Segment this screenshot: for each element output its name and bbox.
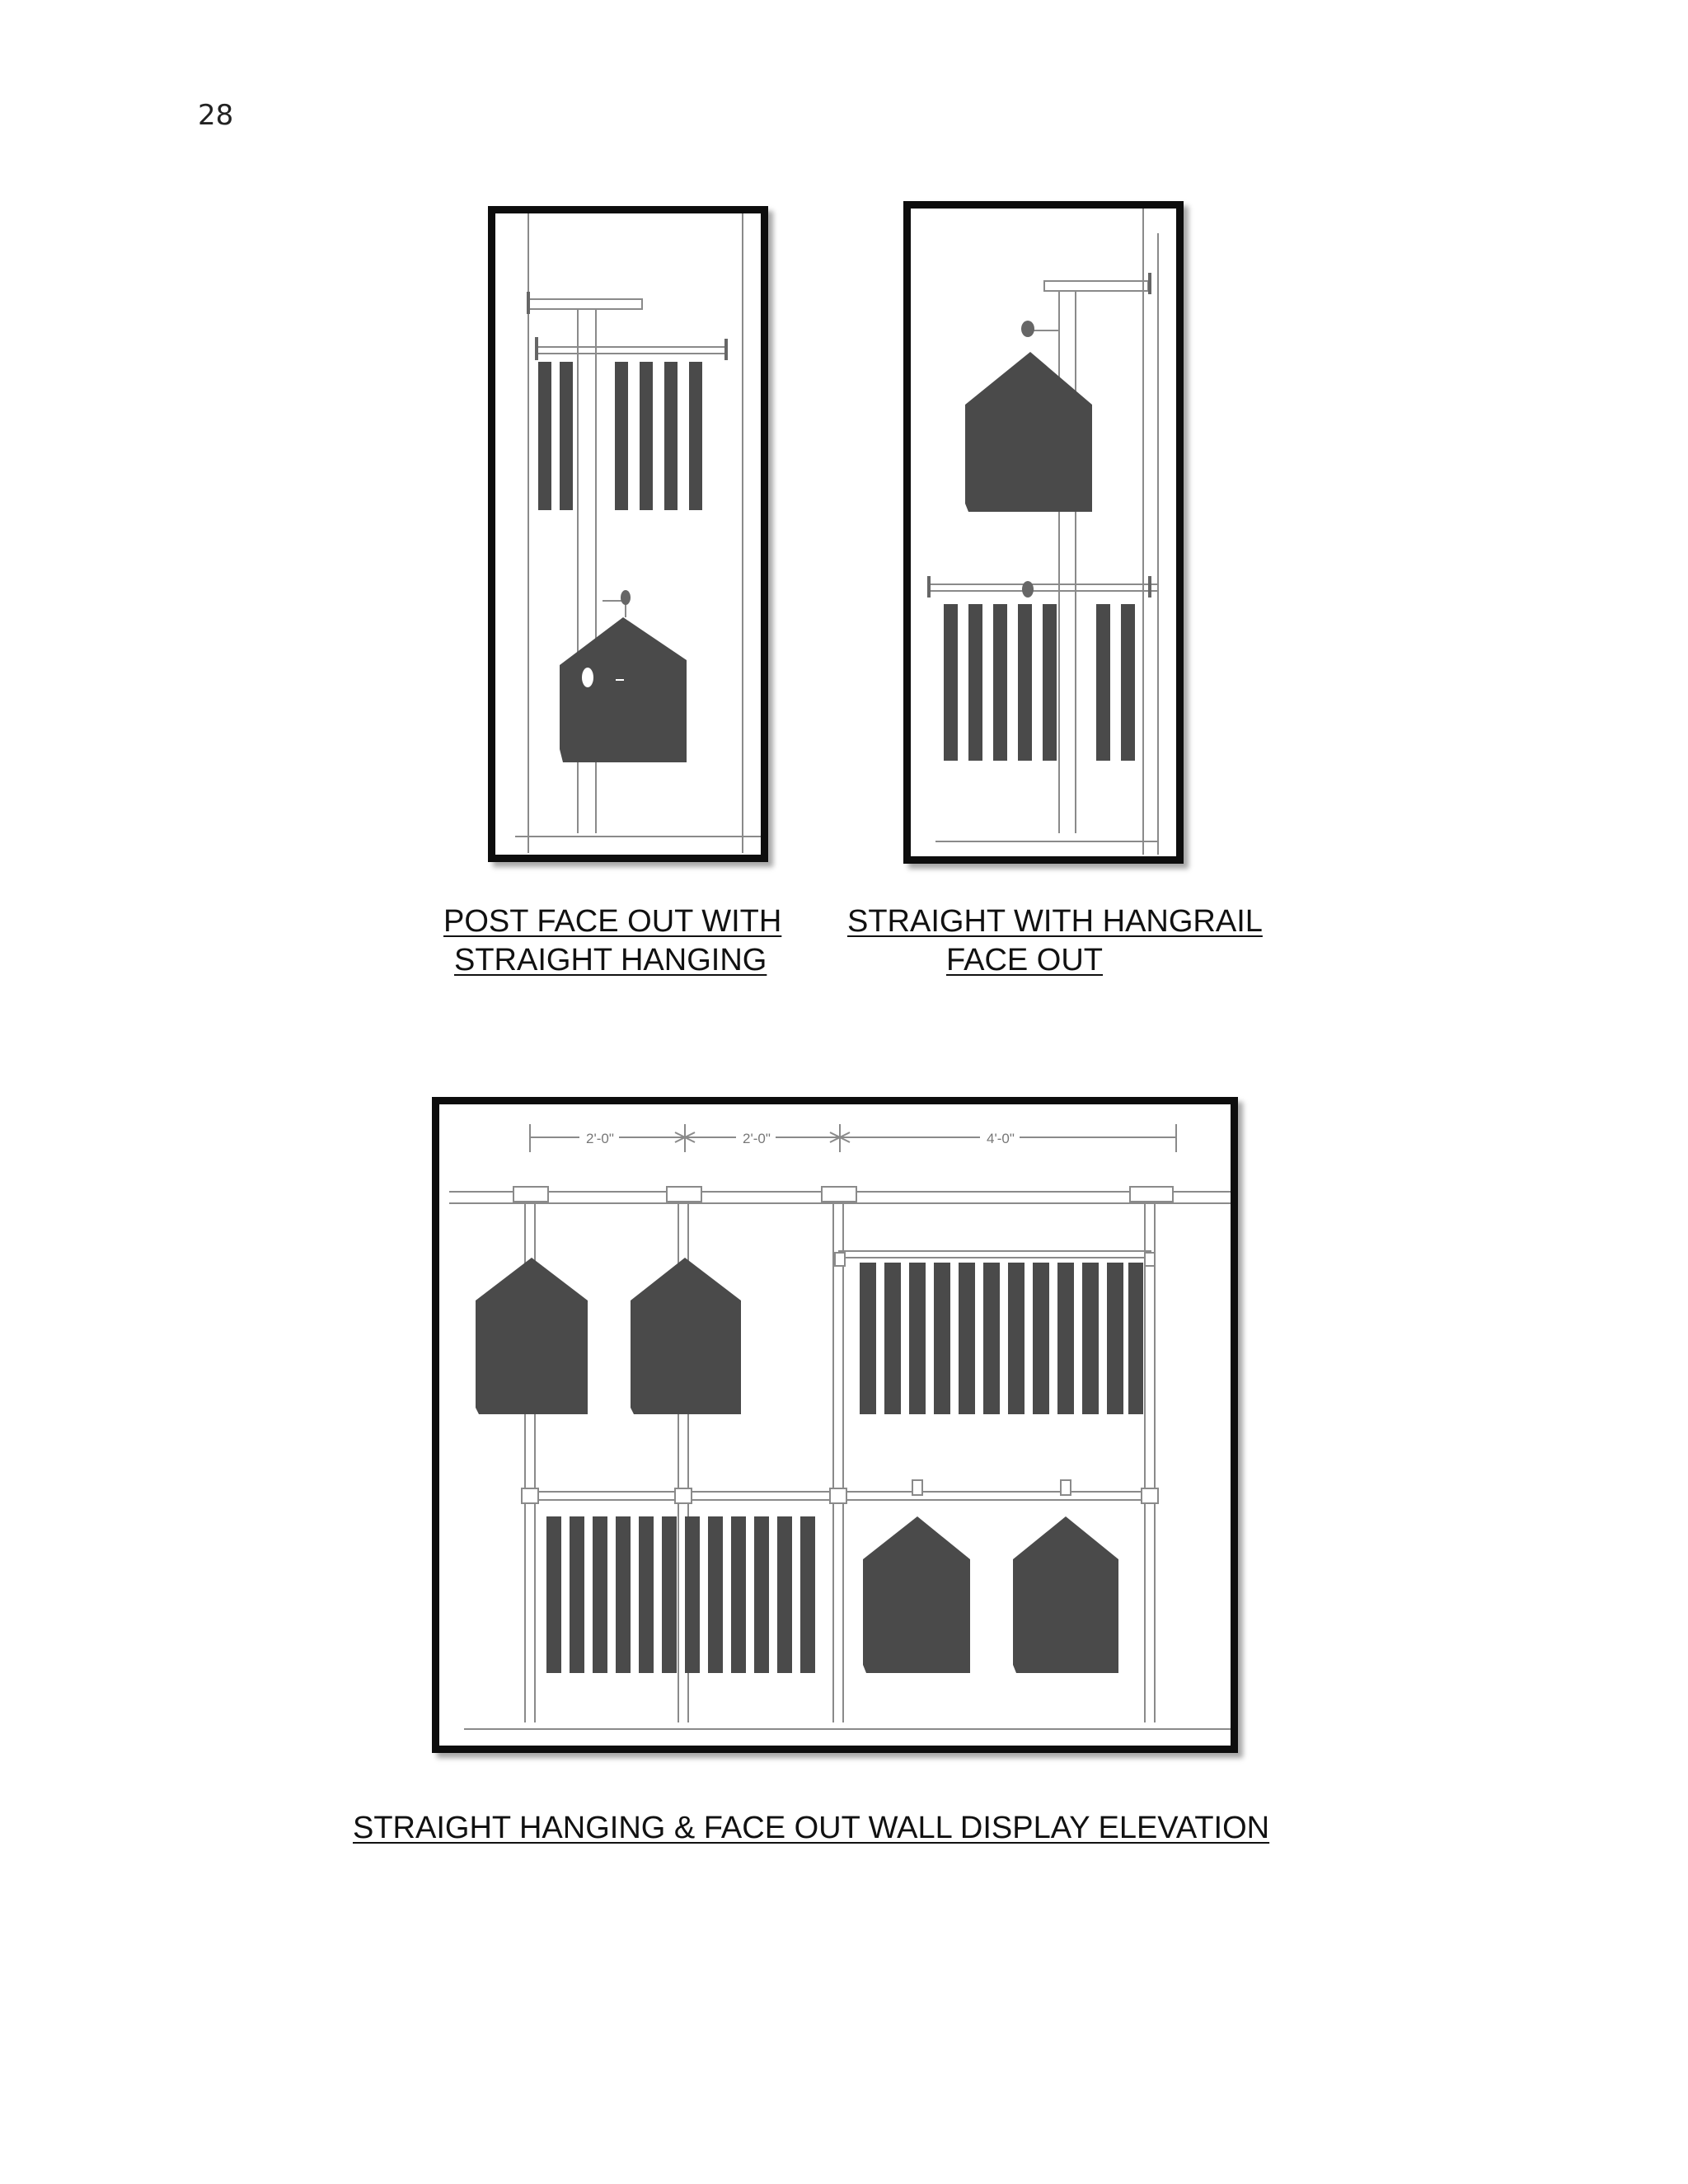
garment-strip — [944, 604, 958, 761]
garment-strip — [538, 362, 551, 510]
garment-strip — [934, 1263, 950, 1414]
garment-strip — [1018, 604, 1032, 761]
garment-strip — [662, 1516, 677, 1673]
caption-bottom: STRAIGHT HANGING & FACE OUT WALL DISPLAY ELEVATION — [353, 1811, 1270, 1845]
garment-strip — [1082, 1263, 1099, 1414]
garment-strip — [570, 1516, 584, 1673]
garment-strip — [593, 1516, 607, 1673]
face-out-garment — [863, 1516, 970, 1673]
garment-strip — [909, 1263, 926, 1414]
face-out-garment — [560, 617, 687, 762]
garment-strip — [616, 1516, 631, 1673]
caption-left-line1: POST FACE OUT WITH — [443, 904, 782, 939]
garment-strip — [754, 1516, 769, 1673]
figure-wall-display-elevation — [432, 1097, 1238, 1753]
wall-elevation-drawing — [439, 1104, 1231, 1746]
garment-strip — [993, 604, 1007, 761]
garment-strip — [1057, 1263, 1074, 1414]
dimension-label-3: 4'-0" — [987, 1131, 1015, 1146]
figure-straight-hangrail — [903, 201, 1184, 864]
garment-strip — [689, 362, 702, 510]
garment-strip — [1107, 1263, 1123, 1414]
face-out-garment — [965, 352, 1092, 512]
face-out-garment — [476, 1258, 588, 1414]
page-number: 28 — [198, 99, 234, 132]
garment-strip — [860, 1263, 876, 1414]
garment-strip — [983, 1263, 1000, 1414]
figure-post-face-out — [488, 206, 768, 862]
garment-strip — [1121, 604, 1135, 761]
garment-strip — [1033, 1263, 1049, 1414]
garment-strip — [1128, 1263, 1143, 1414]
garment-strip — [777, 1516, 792, 1673]
caption-right-line1: STRAIGHT WITH HANGRAIL — [847, 904, 1263, 939]
dimension-label-1: 2'-0" — [586, 1131, 614, 1146]
straight-hangrail-drawing — [911, 209, 1176, 856]
garment-strip — [685, 1516, 700, 1673]
face-out-garment — [631, 1258, 741, 1414]
garment-strip — [959, 1263, 975, 1414]
garment-strip — [1096, 604, 1110, 761]
caption-right-line2: FACE OUT — [946, 943, 1104, 977]
garment-strip — [640, 362, 653, 510]
garment-strip — [639, 1516, 654, 1673]
garment-strip — [708, 1516, 723, 1673]
post-face-out-drawing — [495, 213, 761, 855]
garment-strip — [1008, 1263, 1025, 1414]
garment-strip — [1043, 604, 1057, 761]
garment-strip — [968, 604, 982, 761]
dimension-label-2: 2'-0" — [743, 1131, 771, 1146]
garment-strip — [560, 362, 573, 510]
garment-strip — [884, 1263, 901, 1414]
garment-strip — [800, 1516, 815, 1673]
face-out-garment — [1013, 1516, 1118, 1673]
garment-strip — [664, 362, 678, 510]
caption-left-line2: STRAIGHT HANGING — [454, 943, 767, 977]
garment-strip — [615, 362, 628, 510]
garment-strip — [731, 1516, 746, 1673]
garment-strip — [546, 1516, 561, 1673]
